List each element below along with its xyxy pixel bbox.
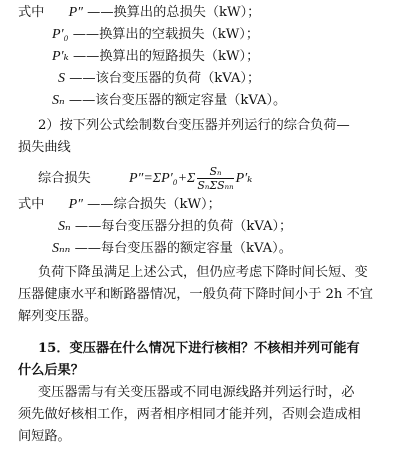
def-text: ——该台变压器的额定容量（kVA）。 [68,93,287,108]
def2-line-3 [52,240,292,258]
def-symbol: Sₙₙ [52,241,71,256]
def-line-2 [52,26,259,44]
formula-fraction [197,166,233,191]
def-text: ——每台变压器分担的负荷（kVA）； [74,219,293,234]
formula-label: 综合损失 [38,171,91,186]
def-line-4 [58,70,260,88]
def-text: ——换算出的总损失（kW）； [87,5,261,20]
def-lead: 式中 [18,5,45,20]
question-15-line-1: 15．变压器在什么情况下进行核相？不核相并列可能有 [38,341,360,356]
def-text: ——换算出的短路损失（kW）； [72,49,260,64]
def-text: ——该台变压器的负荷（kVA）； [69,71,261,86]
def-line-5 [52,92,286,110]
para2-line-2: 须先做好核相工作，两者相序相同才能并列，否则会造成相 [18,407,361,422]
para2-line-3: 间短路。 [18,429,71,444]
def-line-1 [18,4,260,22]
item2-line-1: 2）按下列公式绘制数台变压器并列运行的综合负荷— [38,118,350,133]
def-symbol: S [58,71,65,86]
para1-line-1: 负荷下降虽满足上述公式，但仍应考虑下降时间长短、变 [38,265,368,280]
def-text: ——综合损失（kW）； [87,197,221,212]
question-15-line-2: 什么后果？ [18,363,84,378]
def-symbol: P″ [68,197,83,212]
para1-line-2: 压器健康水平和断路器情况，一般负荷下降时间小于 2h 不宜 [18,287,373,302]
para2-line-1: 变压器需与有关变压器或不同电源线路并列运行时，必 [38,385,355,400]
def-symbol: P″ [68,5,83,20]
item2-line-2: 损失曲线 [18,140,71,155]
def-symbol: Sₙ [52,93,65,108]
def2-line-1 [18,196,221,214]
def-symbol: Sₙ [58,219,71,234]
formula-numerator: Sₙ [197,166,233,179]
def-lead: 式中 [18,197,45,212]
def-symbol: P′ₖ [52,49,69,64]
formula-rhs: P′ₖ [235,171,253,186]
def-symbol: P′₀ [52,27,69,42]
def-text: ——换算出的空载损失（kW）； [72,27,260,42]
def-text: ——每台变压器的额定容量（kVA）。 [74,241,292,256]
para1-line-3: 解列变压器。 [18,309,98,324]
formula [38,164,252,194]
def2-line-2 [58,218,292,236]
def-line-3 [52,48,259,66]
formula-denominator: SₙΣSₙₙ [197,179,234,192]
formula-lhs: P″=ΣP′₀+Σ [128,171,196,186]
